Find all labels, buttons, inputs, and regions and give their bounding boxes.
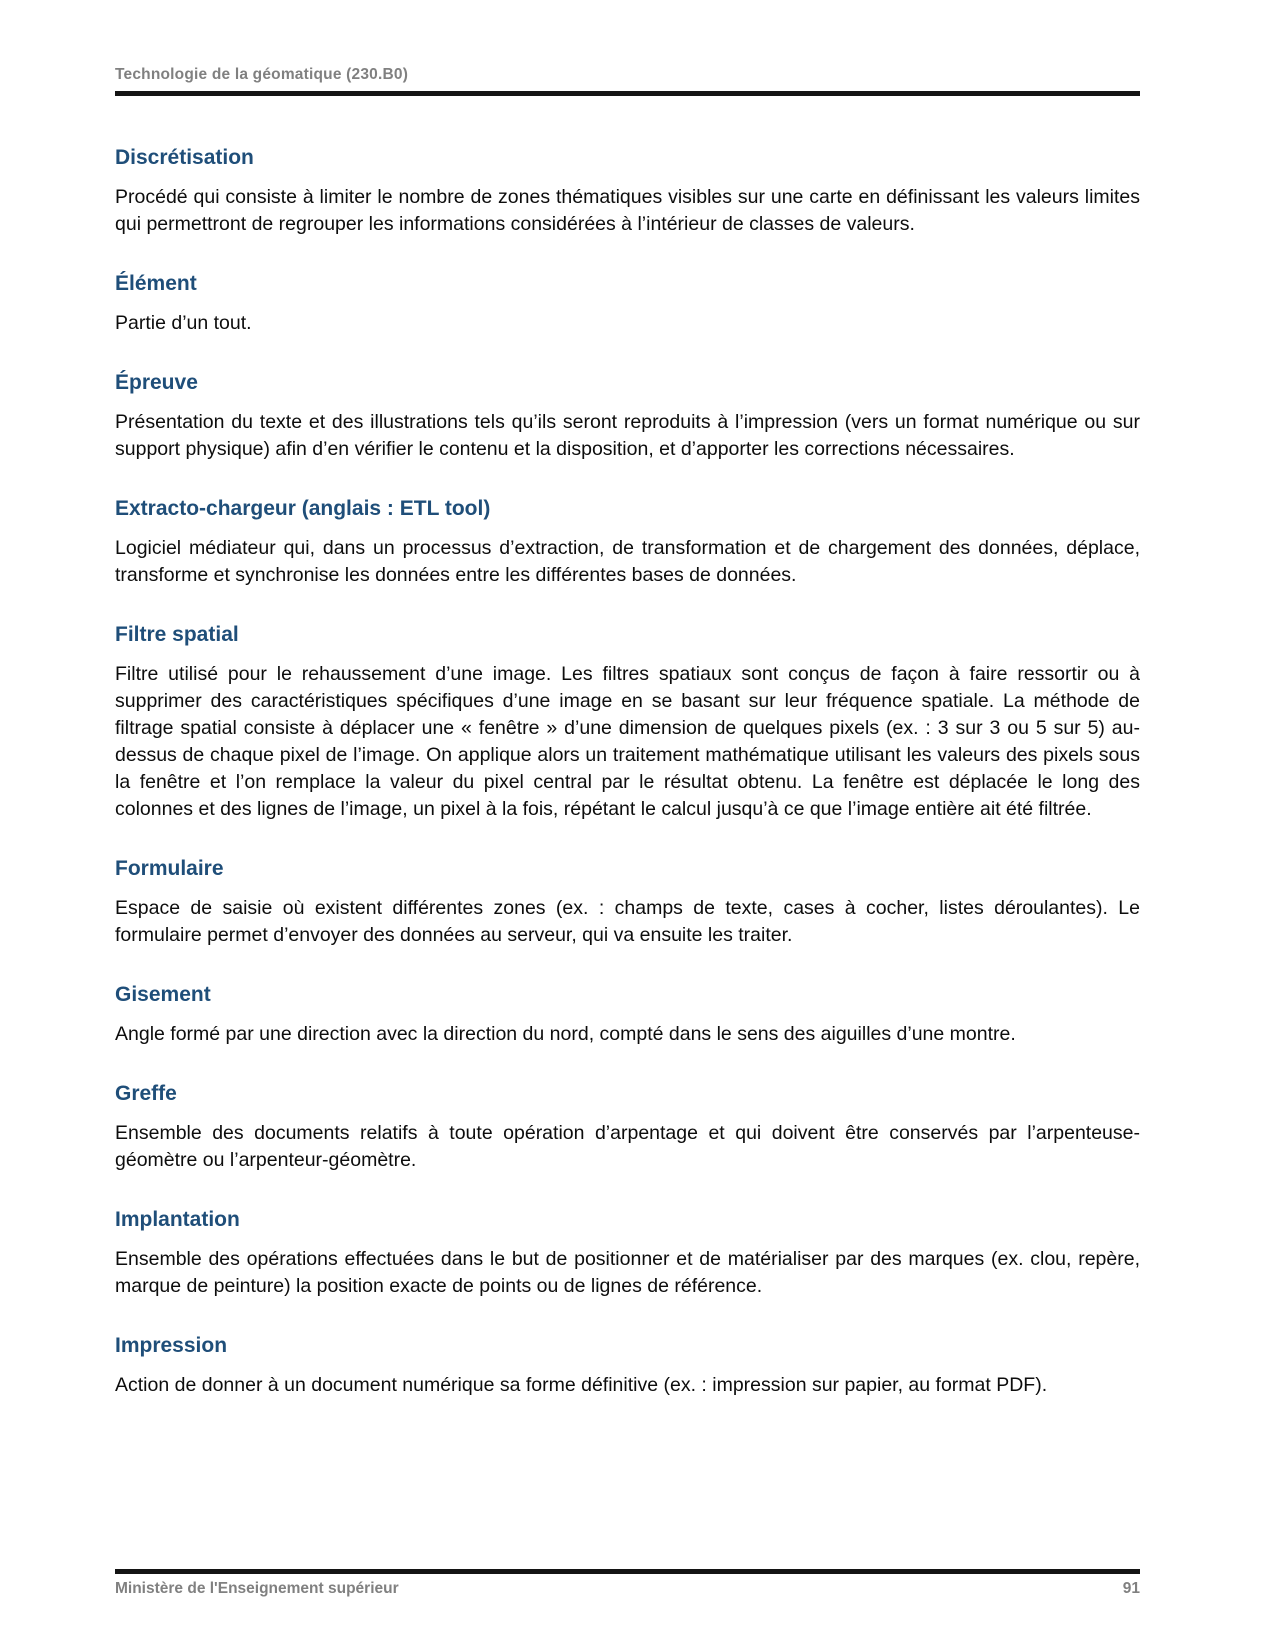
term-heading: Gisement — [115, 983, 211, 1006]
term-heading: Extracto-chargeur (anglais : ETL tool) — [115, 497, 491, 520]
glossary-entry — [115, 145, 1140, 238]
running-title: Technologie de la géomatique (230.B0) — [115, 66, 409, 83]
glossary-entry — [115, 982, 1140, 1048]
term-definition: Logiciel médiateur qui, dans un processus d’extraction, de transformation et de chargement des données, déplace, transforme et synchronise les données entre les différentes bases de données. — [115, 537, 1140, 586]
term-definition: Ensemble des documents relatifs à toute opération d’arpentage et qui doivent être conservés par l’arpenteuse-géomètre ou l’arpenteur-géomètre. — [115, 1122, 1140, 1171]
term-heading: Filtre spatial — [115, 623, 239, 646]
glossary-entry — [115, 271, 1140, 337]
glossary-entry — [115, 1081, 1140, 1174]
term-definition: Angle formé par une direction avec la direction du nord, compté dans le sens des aiguilles d’une montre. — [115, 1023, 1016, 1045]
term-heading: Formulaire — [115, 857, 224, 880]
term-definition: Présentation du texte et des illustrations tels qu’ils seront reproduits à l’impression (vers un format numérique ou sur support physique) afin d’en vérifier le contenu et la disposition, et d’apporter les corrections nécessaires. — [115, 411, 1140, 460]
term-definition: Ensemble des opérations effectuées dans le but de positionner et de matérialiser par des marques (ex. clou, repère, marque de peinture) la position exacte de points ou de lignes de référence. — [115, 1248, 1140, 1297]
term-heading: Discrétisation — [115, 146, 254, 169]
term-definition: Espace de saisie où existent différentes zones (ex. : champs de texte, cases à cocher, listes déroulantes). Le formulaire permet d’envoyer des données au serveur, qui va ensuite les traiter. — [115, 897, 1140, 946]
page-footer — [115, 1569, 1140, 1598]
glossary-entry — [115, 1207, 1140, 1300]
term-definition: Action de donner à un document numérique sa forme définitive (ex. : impression sur papier, au format PDF). — [115, 1374, 1048, 1396]
glossary-entry — [115, 856, 1140, 949]
term-heading: Implantation — [115, 1208, 240, 1231]
page-number: 91 — [1122, 1580, 1140, 1597]
term-heading: Impression — [115, 1334, 228, 1357]
term-definition: Filtre utilisé pour le rehaussement d’une image. Les filtres spatiaux sont conçus de façon à faire ressortir ou à supprimer des caractéristiques spécifiques d’une image en se basant sur leur fréquence spatiale. La méthode de filtrage spatial consiste à déplacer une « fenêtre » d’une dimension de quelques pixels (ex. : 3 sur 3 ou 5 sur 5) au-dessus de chaque pixel de l’image. On applique alors un traitement mathématique utilisant les valeurs des pixels sous la fenêtre et l’on remplace la valeur du pixel central par le résultat obtenu. La fenêtre est déplacée le long des colonnes et des lignes de l’image, un pixel à la fois, répétant le calcul jusqu’à ce que l’image entière ait été filtrée. — [115, 663, 1140, 820]
glossary-entry — [115, 622, 1140, 823]
term-heading: Greffe — [115, 1082, 177, 1105]
glossary-entry — [115, 496, 1140, 589]
glossary-entry — [115, 1333, 1140, 1399]
glossary-entry — [115, 370, 1140, 463]
term-definition: Procédé qui consiste à limiter le nombre de zones thématiques visibles sur une carte en définissant les valeurs limites qui permettront de regrouper les informations considérées à l’intérieur de classes de valeurs. — [115, 186, 1140, 235]
term-definition: Partie d’un tout. — [115, 312, 252, 334]
term-heading: Élément — [115, 272, 197, 295]
glossary-content — [115, 0, 1140, 1399]
footer-ministry-text: Ministère de l'Enseignement supérieur — [115, 1580, 399, 1597]
term-heading: Épreuve — [115, 371, 198, 394]
